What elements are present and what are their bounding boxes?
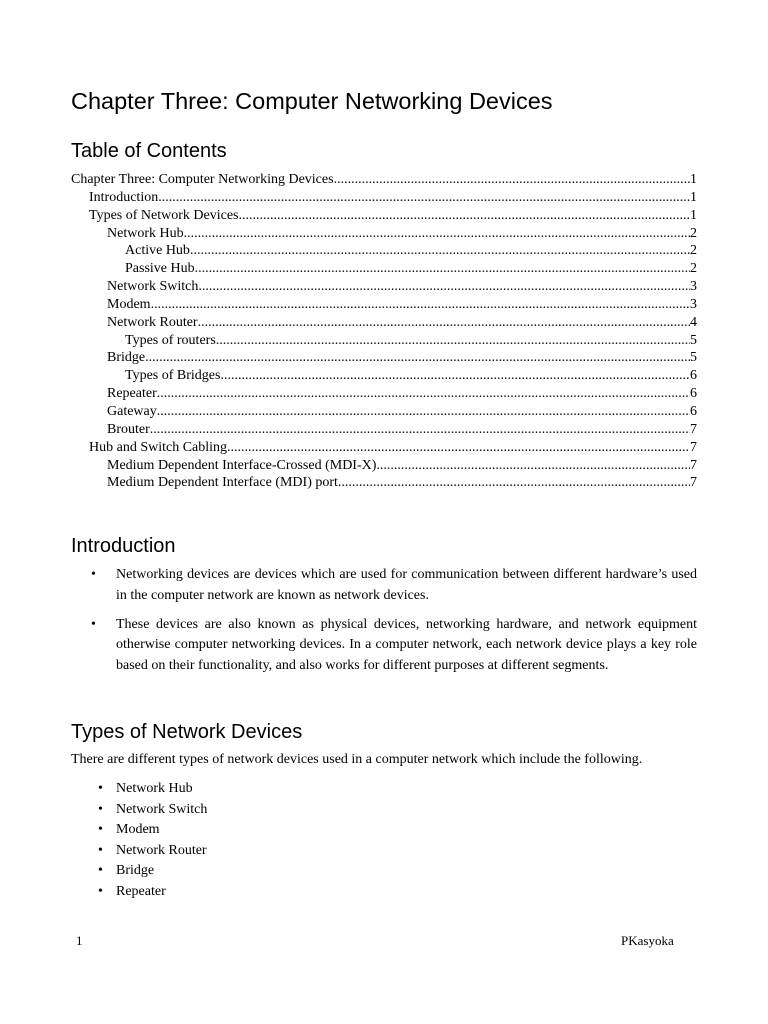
bullet-icon: •	[98, 863, 103, 879]
list-item-text: Repeater	[116, 883, 166, 899]
toc-leader-dots	[145, 349, 690, 367]
toc-entry[interactable]	[71, 189, 697, 207]
toc-entry[interactable]	[71, 260, 697, 278]
toc-entry[interactable]	[71, 225, 697, 243]
toc-entry-label: Chapter Three: Computer Networking Devices	[71, 172, 334, 187]
footer-page-number: 1	[76, 933, 83, 948]
toc-entry[interactable]	[71, 171, 697, 189]
list-item	[71, 882, 207, 903]
toc-entry-label: Types of Network Devices	[89, 207, 239, 223]
toc-leader-dots	[195, 260, 690, 278]
toc-leader-dots	[198, 314, 690, 332]
list-item	[71, 565, 697, 607]
toc-page-number: 7	[690, 421, 697, 437]
bullet-icon: •	[91, 616, 96, 632]
toc-leader-dots	[198, 278, 690, 296]
toc-page-number: 1	[690, 207, 697, 223]
toc-entry[interactable]	[71, 242, 697, 260]
toc-entry[interactable]	[71, 474, 697, 492]
toc-entry-label: Modem	[107, 296, 151, 312]
toc-entry[interactable]	[71, 314, 697, 332]
list-item-text: Network Switch	[116, 801, 208, 817]
toc-entry-label: Network Hub	[107, 225, 184, 241]
toc-leader-dots	[158, 189, 690, 207]
toc-page-number: 3	[690, 279, 697, 295]
toc-page-number: 1	[690, 172, 697, 187]
toc-entry[interactable]	[71, 332, 697, 350]
toc-leader-dots	[157, 403, 690, 421]
list-item	[71, 841, 207, 862]
toc-leader-dots	[227, 439, 690, 457]
bullet-icon: •	[98, 822, 103, 838]
toc-entry-label: Repeater	[107, 386, 157, 402]
toc-entry-label: Types of routers	[125, 332, 216, 348]
toc-entry-label: Passive Hub	[125, 261, 195, 277]
toc-page-number: 2	[690, 243, 697, 259]
toc-page-number: 4	[690, 314, 697, 330]
list-item	[71, 615, 697, 677]
introduction-heading: Introduction	[71, 535, 176, 557]
toc-entry-label: Network Router	[107, 314, 198, 330]
toc-entry[interactable]	[71, 385, 697, 403]
bullet-icon: •	[98, 883, 103, 899]
bullet-icon: •	[98, 842, 103, 858]
toc-page-number: 6	[690, 368, 697, 384]
list-item	[71, 861, 207, 882]
types-heading: Types of Network Devices	[71, 721, 303, 743]
bullet-icon: •	[91, 567, 96, 582]
list-item	[71, 820, 207, 841]
toc-page-number: 7	[690, 457, 697, 473]
toc-entry-label: Gateway	[107, 403, 157, 419]
introduction-list	[71, 565, 697, 685]
toc-page-number: 6	[690, 403, 697, 419]
list-item	[71, 779, 207, 800]
toc-entry-label: Introduction	[89, 189, 159, 205]
toc-entry-label: Active Hub	[125, 243, 190, 259]
toc-entry[interactable]	[71, 349, 697, 367]
toc-page-number: 3	[690, 296, 697, 312]
toc-page-number: 2	[690, 261, 697, 277]
toc-leader-dots	[151, 296, 690, 314]
toc-page-number: 6	[690, 386, 697, 402]
toc-entry[interactable]	[71, 421, 697, 439]
toc-entry[interactable]	[71, 439, 697, 457]
toc-entry-label: Medium Dependent Interface-Crossed (MDI-X)	[107, 457, 377, 473]
toc-entry-label: Network Switch	[107, 279, 199, 295]
toc-entry[interactable]	[71, 367, 697, 385]
toc-leader-dots	[157, 385, 690, 403]
table-of-contents	[71, 171, 697, 492]
toc-entry-label: Brouter	[107, 421, 150, 437]
list-item-text: Network Hub	[116, 781, 193, 796]
page-title: Chapter Three: Computer Networking Devices	[71, 88, 553, 114]
toc-entry[interactable]	[71, 207, 697, 225]
toc-leader-dots	[184, 225, 690, 243]
toc-entry-label: Medium Dependent Interface (MDI) port	[107, 475, 338, 491]
bullet-icon: •	[98, 801, 103, 817]
toc-entry-label: Hub and Switch Cabling	[89, 439, 228, 455]
device-types-list	[71, 779, 207, 903]
toc-leader-dots	[190, 242, 690, 260]
footer-author: PKasyoka	[621, 933, 674, 948]
toc-page-number: 5	[690, 332, 697, 348]
toc-entry-label: Types of Bridges	[125, 368, 221, 384]
toc-page-number: 1	[690, 189, 697, 205]
types-intro-paragraph: There are different types of network devices used in a computer network which include the following.	[71, 752, 643, 767]
toc-entry[interactable]	[71, 403, 697, 421]
toc-heading: Table of Contents	[71, 140, 227, 162]
toc-page-number: 7	[690, 439, 697, 455]
toc-page-number: 2	[690, 225, 697, 241]
toc-leader-dots	[334, 171, 690, 189]
list-item-text: Bridge	[116, 863, 155, 879]
toc-leader-dots	[220, 367, 690, 385]
toc-leader-dots	[238, 207, 690, 225]
toc-entry-label: Bridge	[107, 350, 146, 366]
toc-leader-dots	[216, 332, 690, 350]
toc-entry[interactable]	[71, 457, 697, 475]
list-item	[71, 800, 207, 821]
list-item-text: Modem	[116, 822, 160, 838]
list-item-text: These devices are also known as physical devices, networking hardware, and network equipment otherwise computer networking devices. In a computer network, each network device plays a key role based on their functionality, and also works for different purposes at different segments.	[116, 616, 697, 674]
toc-entry[interactable]	[71, 278, 697, 296]
toc-entry[interactable]	[71, 296, 697, 314]
bullet-icon: •	[98, 781, 103, 796]
toc-leader-dots	[338, 474, 690, 492]
toc-leader-dots	[376, 457, 690, 475]
toc-leader-dots	[150, 421, 690, 439]
toc-page-number: 5	[690, 350, 697, 366]
toc-page-number: 7	[690, 475, 697, 491]
list-item-text: Networking devices are devices which are used for communication between different hardware’s used in the computer network are known as network devices.	[116, 567, 697, 603]
list-item-text: Network Router	[116, 842, 207, 858]
